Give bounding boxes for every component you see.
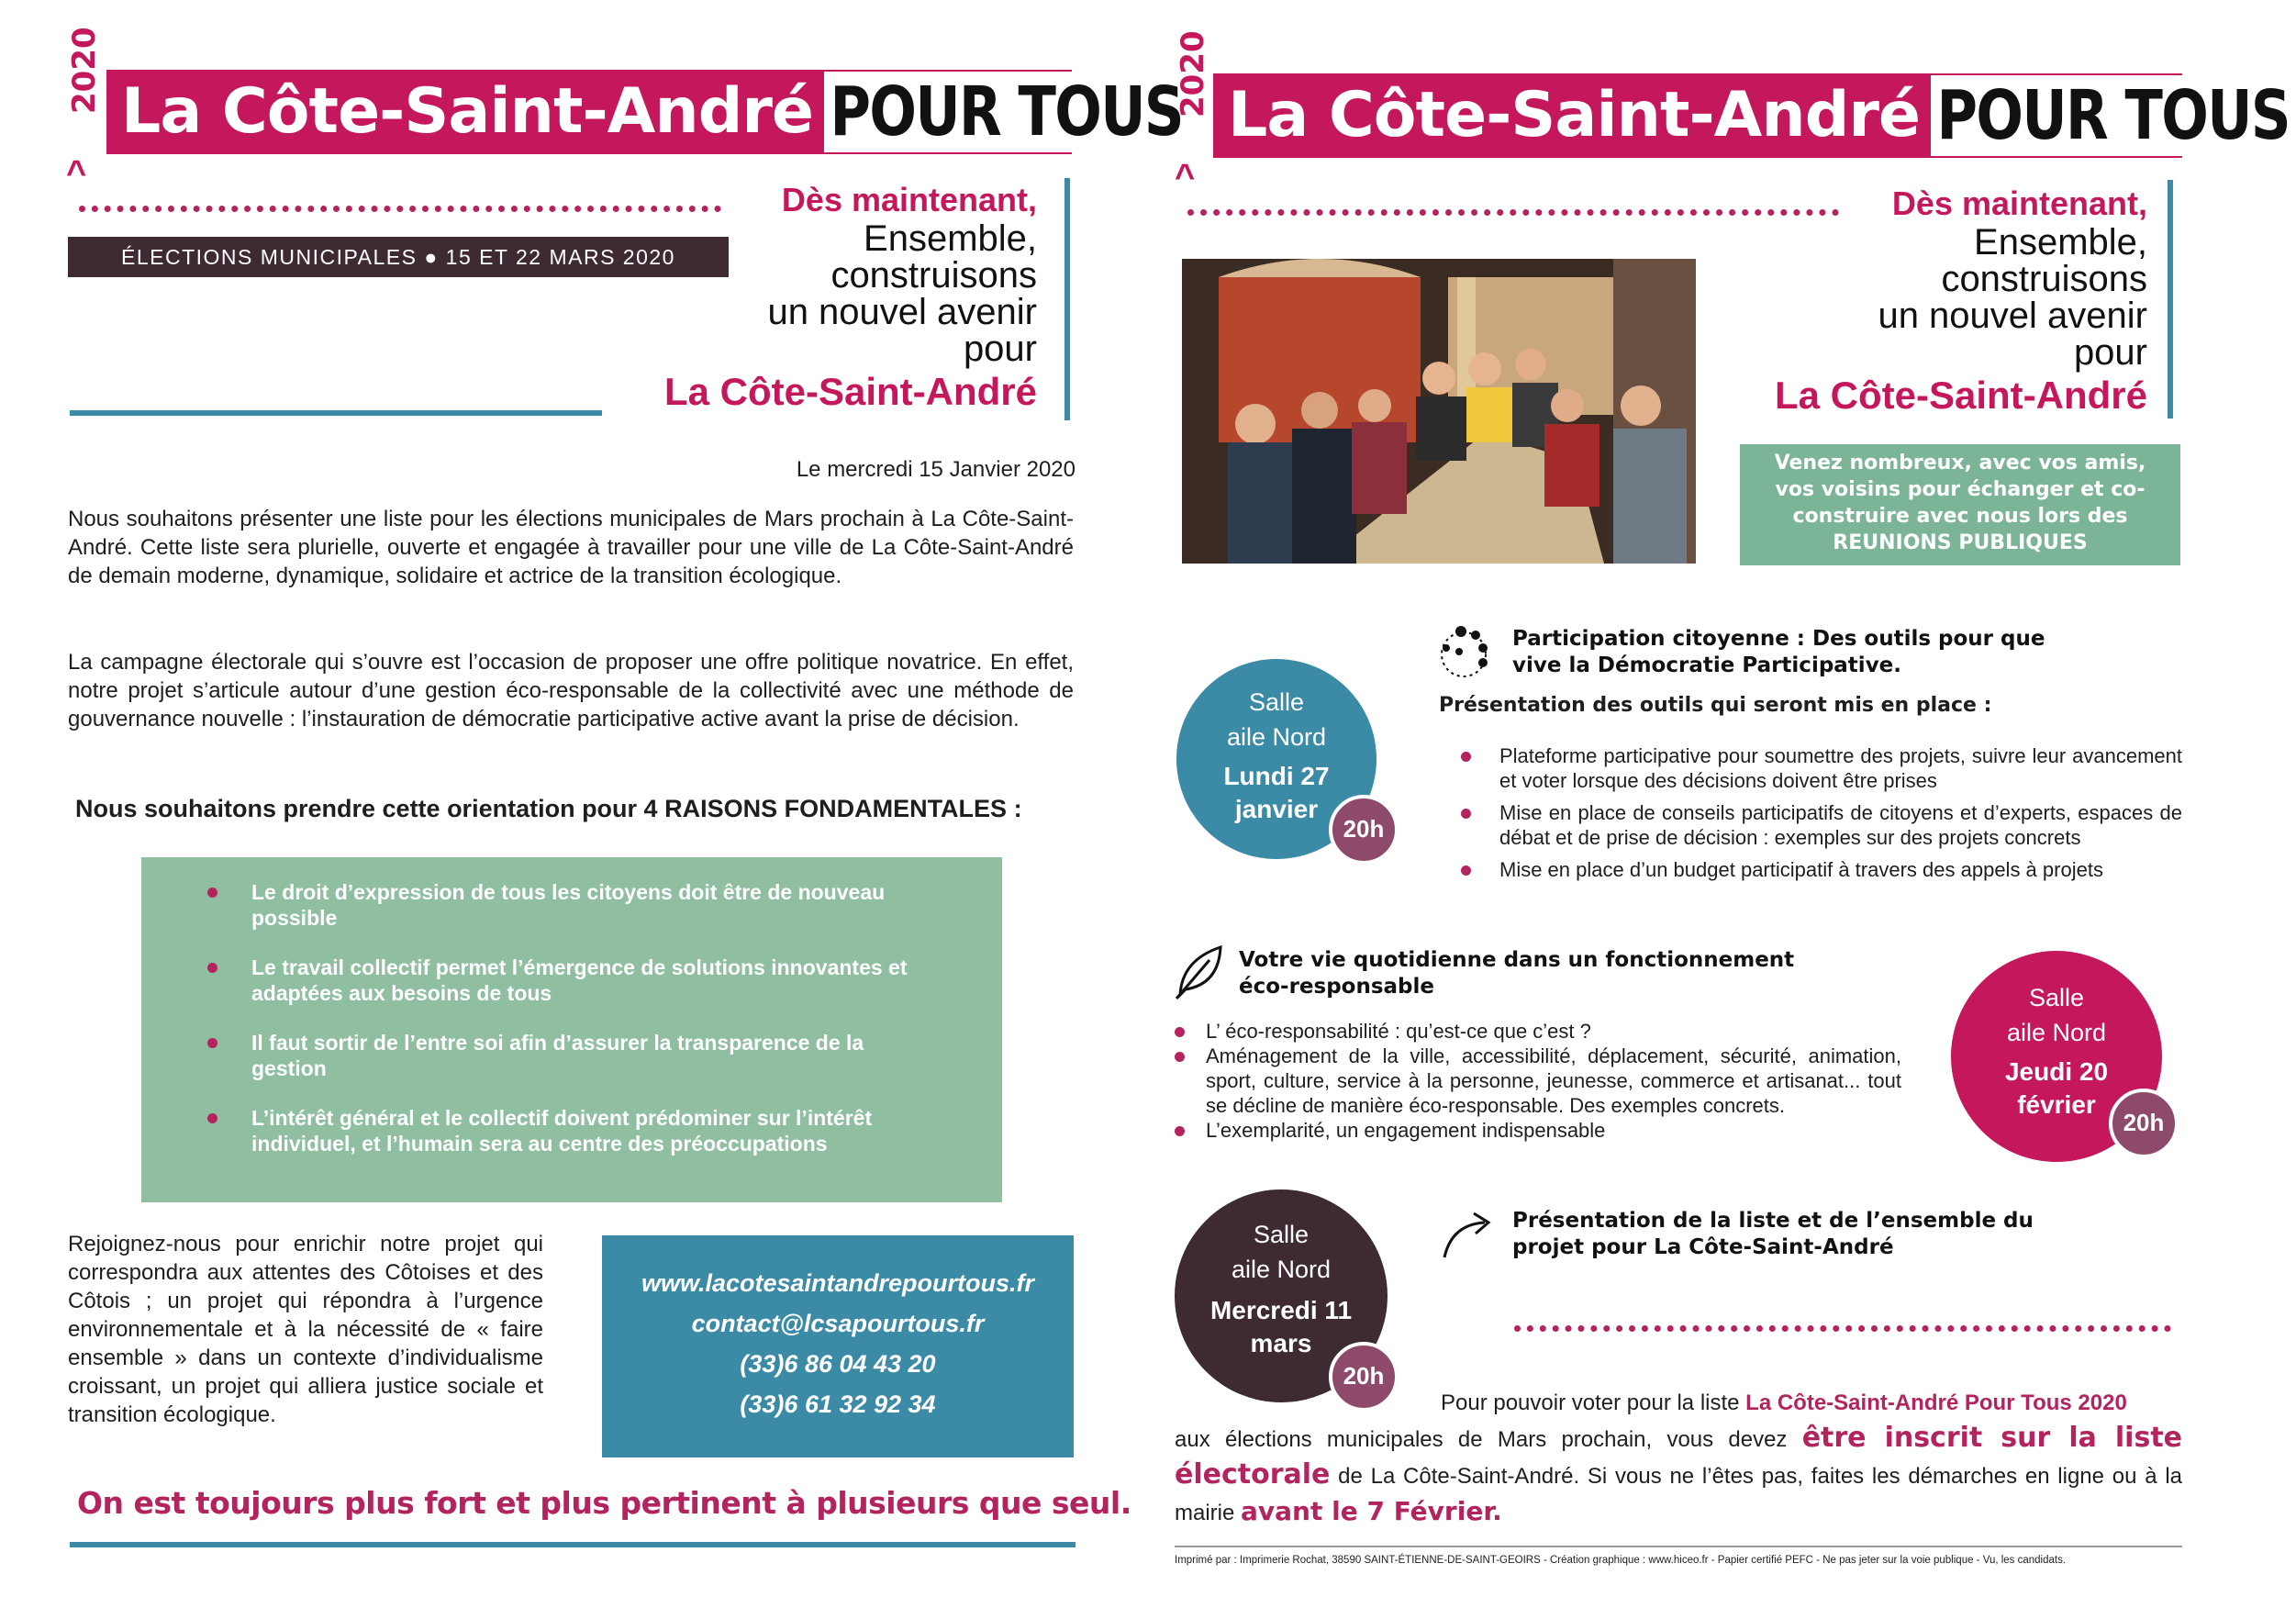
email-link[interactable]: contact@lcsapourtous.fr [691, 1310, 985, 1337]
reason-item: Le droit d’expression de tous les citoyens doit être de nouveau possible [207, 879, 923, 931]
reason-item: Le travail collectif permet l’émergence de solutions innovantes et adaptées aux besoins de tous [207, 955, 923, 1006]
reason-item: L’intérêt général et le collectif doivent prédominer sur l’intérêt individuel, et l’humain sera au centre des préoccupations [207, 1105, 923, 1156]
phone-2: (33)6 61 32 92 34 [740, 1390, 936, 1418]
slogan-line: Dès maintenant, [1891, 184, 2147, 222]
list-item: Plateforme participative pour soumettre des projets, suivre leur avancement et voter lorsque des décisions doivent être prises [1448, 743, 2182, 793]
list-item: Aménagement de la ville, accessibilité, déplacement, sécurité, animation, sport, culture, service à la personne, jeunesse, commerce et artisanat... tout se décline de manière éco-responsable. Des exemples concrets. [1173, 1044, 1901, 1118]
list-item: L’ éco-responsabilité : qu’est-ce que c’est ? [1173, 1019, 1901, 1044]
meeting-date: février [2017, 1090, 2096, 1119]
deadline-emphasis: avant le 7 Février. [1241, 1496, 1502, 1526]
venue: aile Nord [1231, 1256, 1332, 1283]
time-badge: 20h [1329, 795, 1399, 865]
list-name: La Côte-Saint-André Pour Tous 2020 [1745, 1390, 2127, 1415]
meeting-date: Jeudi 20 [2004, 1057, 2109, 1086]
teal-rule [2168, 180, 2173, 419]
tools-list [1448, 743, 2182, 889]
title-line: Participation citoyenne : Des outils pour que [1512, 627, 2045, 651]
election-bar: ÉLECTIONS MUNICIPALES ● 15 ET 22 MARS 2020 [68, 237, 729, 277]
meeting-title [1512, 626, 2155, 679]
time-badge: 20h [1329, 1342, 1399, 1412]
dotted-divider [1514, 1325, 2171, 1332]
campaign-paragraph: La campagne électorale qui s’ouvre est l’occasion de proposer une offre politique novatrice. En effet, notre projet s’articule autour d’une gestion éco-responsable de la collectivité avec une méthode de gouvernance nouvelle : l’instauration de démocratie participative active avant la prise de décision. [68, 650, 1074, 731]
slogan-town: La Côte-Saint-André [1774, 374, 2147, 417]
meeting-title [1512, 1208, 2155, 1261]
teal-rule [1064, 178, 1070, 420]
network-icon [1433, 624, 1494, 685]
title-line: Présentation de la liste et de l’ensemble du [1512, 1209, 2034, 1233]
reasons-box [141, 857, 1002, 1202]
invite-box [1740, 444, 2180, 565]
meeting-title [1239, 947, 1881, 1000]
print-footer: Imprimé par : Imprimerie Rochat, 38590 SAINT-ÉTIENNE-DE-SAINT-GEOIRS - Création graphique : www.hiceo.fr - Papier certifié PEFC - Ne pas jeter sur la voie publique - Vu, les candidats. [1175, 1555, 2067, 1566]
slogan-line: pour [963, 329, 1037, 369]
invite-line: vos voisins pour échanger et co- [1775, 478, 2146, 501]
title-line: Votre vie quotidienne dans un fonctionnement [1239, 948, 1795, 972]
venue: Salle [1253, 1221, 1310, 1248]
website-link[interactable]: www.lacotesaintandrepourtous.fr [641, 1269, 1035, 1297]
caret-icon: ^ [66, 154, 87, 193]
header-banner [106, 70, 1183, 154]
team-photo [1182, 259, 1696, 564]
register-emphasis: être inscrit sur la liste électorale [1175, 1422, 2183, 1491]
vote-text: Pour pouvoir voter pour la liste [1441, 1390, 1746, 1415]
title-line: éco-responsable [1239, 975, 1435, 999]
time-badge: 20h [2109, 1089, 2179, 1158]
slogan-line: pour [2073, 332, 2147, 373]
eco-list [1173, 1019, 1901, 1143]
venue: Salle [2028, 984, 2085, 1011]
intro-paragraph: Nous souhaitons présenter une liste pour les élections municipales de Mars prochain à La Côte-Saint-André. Cette liste sera plurielle, ouverte et engagée à travailler pour une ville de La Côte-Saint-André de demain moderne, dynamique, solidaire et actrice de la transition écologique. [68, 507, 1074, 588]
date-line: Le mercredi 15 Janvier 2020 [796, 457, 1076, 482]
tools-intro: Présentation des outils qui seront mis en place : [1439, 694, 1992, 717]
motto: On est toujours plus fort et plus pertinent à plusieurs que seul. [77, 1485, 1131, 1521]
slogan-line: un nouvel avenir [1878, 296, 2147, 336]
venue: aile Nord [2006, 1019, 2107, 1046]
year-vertical: 2020 [1175, 30, 1211, 117]
reasons-title: Nous souhaitons prendre cette orientation pour 4 RAISONS FONDAMENTALES : [75, 795, 1022, 822]
list-item: Mise en place d’un budget participatif à travers des appels à projets [1448, 857, 2182, 882]
caret-icon: ^ [1175, 158, 1196, 196]
grey-rule [1175, 1546, 2182, 1547]
vote-text: de La Côte-Saint-André. Si vous ne l’êtes pas, faites les démarches en ligne ou à la mairie [1175, 1464, 2182, 1525]
join-paragraph: Rejoignez-nous pour enrichir notre projet qui correspondra aux attentes des Côtoises et des Côtois ; un projet qui répondra à l’urgence environnementale et à la nécessité de « faire ensemble » dans un contexte d’individualisme croissant, un projet qui alliera justice sociale et transition écologique. [68, 1232, 543, 1427]
venue: aile Nord [1226, 723, 1327, 751]
header-banner [1213, 73, 2290, 158]
slogan-line: construisons [1941, 259, 2147, 299]
pour-tous-title: POUR TOUS [824, 72, 1188, 152]
town-title: La Côte-Saint-André [108, 72, 824, 152]
title-line: projet pour La Côte-Saint-André [1512, 1235, 1894, 1259]
invite-line: Venez nombreux, avec vos amis, [1774, 452, 2146, 475]
meeting-date: Mercredi 11 [1209, 1296, 1353, 1324]
slogan-block [587, 180, 1037, 417]
leaf-icon [1173, 942, 1228, 1000]
slogan-line: Ensemble, [864, 218, 1037, 259]
list-item: Mise en place de conseils participatifs de citoyens et d’experts, espaces de débat et de prise de décision : exemples sur des projets concrets [1448, 800, 2182, 850]
list-item: L’exemplarité, un engagement indispensable [1173, 1118, 1901, 1143]
phone-1: (33)6 86 04 43 20 [740, 1350, 936, 1378]
slogan-line: construisons [830, 255, 1037, 296]
vote-paragraph [1175, 1386, 2182, 1531]
title-line: vive la Démocratie Participative. [1512, 653, 1902, 677]
slogan-block [1707, 184, 2147, 420]
pour-tous-title: POUR TOUS [1931, 75, 2295, 156]
slogan-line: un nouvel avenir [767, 292, 1037, 332]
invite-line: construire avec nous lors des [1792, 505, 2128, 528]
meeting-date: Lundi 27 [1223, 762, 1330, 790]
slogan-town: La Côte-Saint-André [663, 370, 1037, 413]
year-vertical: 2020 [66, 27, 103, 114]
venue: Salle [1248, 688, 1305, 716]
meeting-date: janvier [1234, 795, 1319, 823]
contact-box [602, 1235, 1074, 1457]
slogan-line: Ensemble, [1974, 222, 2147, 262]
vote-text: aux élections municipales de Mars prochain, vous devez [1175, 1427, 1802, 1452]
meeting-date: mars [1250, 1329, 1312, 1357]
teal-rule [70, 1542, 1076, 1547]
arrow-icon [1441, 1208, 1496, 1263]
invite-line: REUNIONS PUBLIQUES [1833, 531, 2088, 554]
reason-item: Il faut sortir de l’entre soi afin d’assurer la transparence de la gestion [207, 1030, 923, 1081]
slogan-line: Dès maintenant, [781, 181, 1037, 218]
teal-rule [70, 410, 602, 416]
town-title: La Côte-Saint-André [1215, 75, 1931, 156]
